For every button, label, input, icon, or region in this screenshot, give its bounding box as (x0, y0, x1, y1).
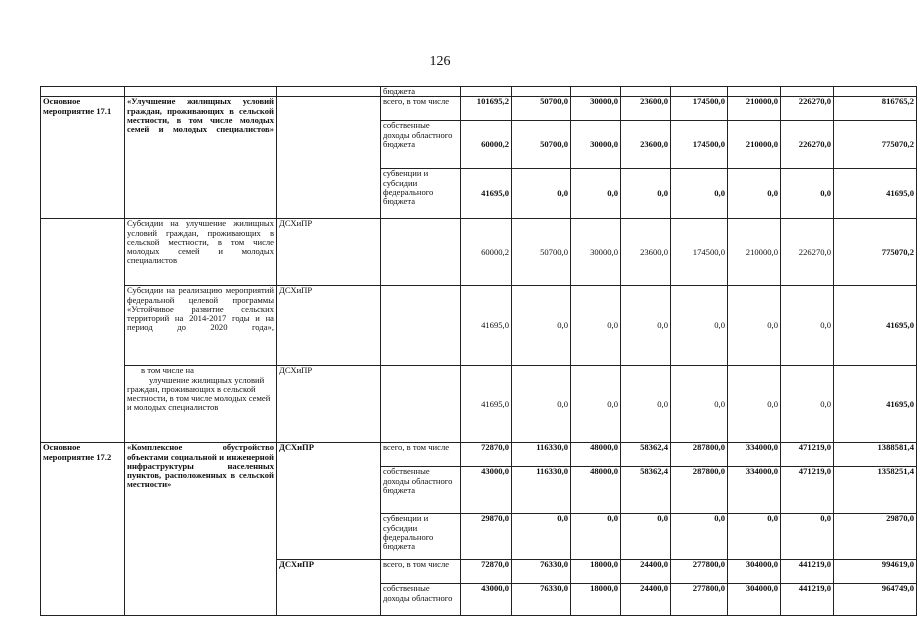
value-cell: 48000,0 (571, 467, 621, 514)
value-cell: 23600,0 (621, 97, 671, 121)
source-cell: всего, в том числе (381, 97, 461, 121)
value-cell: 43000,0 (461, 467, 512, 514)
value-cell: 0,0 (781, 169, 834, 219)
subitem-name (125, 366, 277, 443)
executor-cell: ДСХиПР (277, 560, 381, 616)
value-cell: 174500,0 (671, 97, 728, 121)
total-cell: 29870,0 (834, 514, 917, 560)
source-cell (381, 366, 461, 443)
value-cell: 60000,2 (461, 121, 512, 169)
value-cell: 72870,0 (461, 443, 512, 467)
table-row (41, 286, 917, 366)
value-cell: 30000,0 (571, 121, 621, 169)
executor-cell: ДСХиПР (277, 366, 381, 443)
value-cell: 50700,0 (512, 121, 571, 169)
value-cell: 0,0 (621, 286, 671, 366)
value-cell: 304000,0 (728, 584, 781, 616)
total-cell: 994619,0 (834, 560, 917, 584)
measure-id: Основное мероприятие 17.2 (41, 443, 125, 616)
measure-name: «Улучшение жилищных условий граждан, проживающих в сельской местности, в том числе молодых семей и молодых специалистов» (125, 97, 277, 219)
value-cell: 58362,4 (621, 467, 671, 514)
total-cell: 41695,0 (834, 366, 917, 443)
value-cell: 76330,0 (512, 560, 571, 584)
value-cell: 210000,0 (728, 97, 781, 121)
total-cell: 41695,0 (834, 286, 917, 366)
value-cell: 174500,0 (671, 219, 728, 286)
value-cell: 0,0 (571, 169, 621, 219)
value-cell: 0,0 (781, 366, 834, 443)
total-cell: 816765,2 (834, 97, 917, 121)
executor-cell (277, 97, 381, 219)
value-cell: 174500,0 (671, 121, 728, 169)
value-cell: 287800,0 (671, 467, 728, 514)
value-cell: 50700,0 (512, 97, 571, 121)
value-cell: 441219,0 (781, 560, 834, 584)
value-cell: 0,0 (621, 514, 671, 560)
source-cell: собственные доходы областного (381, 584, 461, 616)
value-cell: 471219,0 (781, 467, 834, 514)
value-cell: 277800,0 (671, 560, 728, 584)
source-cell: собственные доходы областного бюджета (381, 467, 461, 514)
subitem-text: улучшение жилищных условий граждан, проживающих в сельской местности, в том числе молодых семей и молодых специалистов (127, 374, 271, 413)
budget-table (40, 86, 917, 616)
value-cell: 0,0 (571, 286, 621, 366)
value-cell: 0,0 (571, 514, 621, 560)
value-cell: 304000,0 (728, 560, 781, 584)
value-cell: 210000,0 (728, 121, 781, 169)
value-cell: 43000,0 (461, 584, 512, 616)
measure-id: Основное мероприятие 17.1 (41, 97, 125, 219)
value-cell: 210000,0 (728, 219, 781, 286)
value-cell: 226270,0 (781, 219, 834, 286)
value-cell: 0,0 (671, 366, 728, 443)
source-cell: субвенции и субсидии федерального бюджета (381, 514, 461, 560)
measure-name: «Комплексное обустройство объектами социальной и инженерной инфраструктуры населенных пунктов, расположенных в сельской местности» (125, 443, 277, 616)
value-cell: 0,0 (512, 169, 571, 219)
continuation-row (41, 87, 917, 97)
value-cell: 277800,0 (671, 584, 728, 616)
value-cell: 0,0 (621, 169, 671, 219)
table-row (41, 97, 917, 121)
total-cell: 775070,2 (834, 219, 917, 286)
executor-cell: ДСХиПР (277, 286, 381, 366)
value-cell: 334000,0 (728, 467, 781, 514)
value-cell: 226270,0 (781, 121, 834, 169)
total-cell: 41695,0 (834, 169, 917, 219)
page-number: 126 (429, 54, 451, 69)
value-cell: 76330,0 (512, 584, 571, 616)
value-cell: 287800,0 (671, 443, 728, 467)
value-cell: 18000,0 (571, 584, 621, 616)
value-cell: 30000,0 (571, 219, 621, 286)
source-cell: собственные доходы областного бюджета (381, 121, 461, 169)
value-cell: 41695,0 (461, 169, 512, 219)
total-cell: 1388581,4 (834, 443, 917, 467)
value-cell: 0,0 (512, 366, 571, 443)
value-cell: 0,0 (621, 366, 671, 443)
source-cell (381, 286, 461, 366)
value-cell: 0,0 (781, 514, 834, 560)
value-cell: 48000,0 (571, 443, 621, 467)
value-cell: 24400,0 (621, 560, 671, 584)
subitem-name: Субсидии на улучшение жилищных условий граждан, проживающих в сельской местности, в том числе молодых семей и молодых специалистов (125, 219, 277, 286)
value-cell: 0,0 (781, 286, 834, 366)
value-cell: 0,0 (728, 286, 781, 366)
value-cell: 116330,0 (512, 467, 571, 514)
source-cell (381, 219, 461, 286)
value-cell: 0,0 (671, 169, 728, 219)
value-cell: 0,0 (512, 514, 571, 560)
value-cell: 116330,0 (512, 443, 571, 467)
value-cell: 0,0 (671, 286, 728, 366)
executor-cell: ДСХиПР (277, 219, 381, 286)
value-cell: 23600,0 (621, 121, 671, 169)
total-cell: 1358251,4 (834, 467, 917, 514)
table-row (41, 366, 917, 443)
value-cell: 0,0 (571, 366, 621, 443)
value-cell: 60000,2 (461, 219, 512, 286)
value-cell: 72870,0 (461, 560, 512, 584)
value-cell: 0,0 (728, 514, 781, 560)
value-cell: 23600,0 (621, 219, 671, 286)
value-cell: 101695,2 (461, 97, 512, 121)
subitem-name: Субсидии на реализацию мероприятий федеральной целевой программы «Устойчивое развитие сельских территорий на 2014-2017 годы и на период до 2020 года», (125, 286, 277, 366)
value-cell: 24400,0 (621, 584, 671, 616)
value-cell: 41695,0 (461, 286, 512, 366)
value-cell: 0,0 (728, 366, 781, 443)
value-cell: 30000,0 (571, 97, 621, 121)
value-cell: 441219,0 (781, 584, 834, 616)
value-cell: 18000,0 (571, 560, 621, 584)
table-row (41, 443, 917, 467)
total-cell: 775070,2 (834, 121, 917, 169)
value-cell: 58362,4 (621, 443, 671, 467)
value-cell: 334000,0 (728, 443, 781, 467)
value-cell: 0,0 (728, 169, 781, 219)
value-cell: 471219,0 (781, 443, 834, 467)
source-cell: всего, в том числе (381, 443, 461, 467)
subitem-lead: в том числе на (141, 365, 194, 376)
value-cell: 0,0 (512, 286, 571, 366)
value-cell: 41695,0 (461, 366, 512, 443)
table-row (41, 219, 917, 286)
measure-id (41, 219, 125, 443)
total-cell: 964749,0 (834, 584, 917, 616)
value-cell: 50700,0 (512, 219, 571, 286)
value-cell: 0,0 (671, 514, 728, 560)
source-cell: бюджета (381, 87, 461, 97)
source-cell: субвенции и субсидии федерального бюджета (381, 169, 461, 219)
value-cell: 226270,0 (781, 97, 834, 121)
value-cell: 29870,0 (461, 514, 512, 560)
source-cell: всего, в том числе (381, 560, 461, 584)
executor-cell: ДСХиПР (277, 443, 381, 560)
